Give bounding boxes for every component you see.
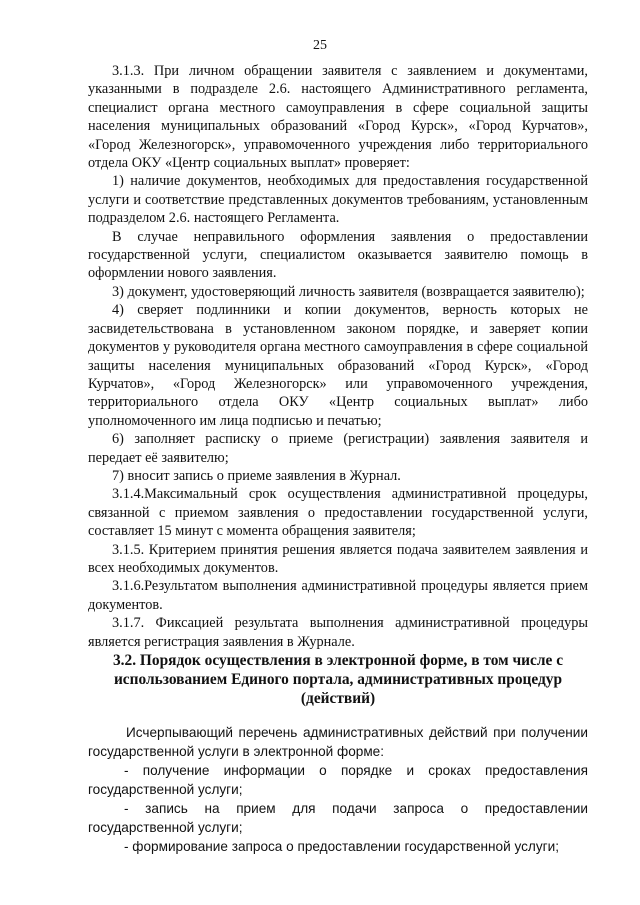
section-list-item: - формирование запроса о предоставлении государственной услуги; [124, 839, 559, 854]
paragraph-3-1-7: 3.1.7. Фиксацией результата выполнения административной процедуры является регистрация заявления в Журнале. [88, 615, 588, 650]
paragraph-item-1: 1) наличие документов, необходимых для предоставления государственной услуги и соответствие представленных документов требованиям, установленным подразделом 2.6. настоящего Регламента. [88, 173, 588, 227]
section-body [88, 723, 588, 856]
paragraph-item-7: 7) вносит запись о приеме заявления в Журнал. [112, 467, 401, 484]
section-intro-paragraph: Исчерпывающий перечень административных действий при получении государственной услуги в электронной форме: [88, 725, 588, 759]
paragraph-3-1-3: 3.1.3. При личном обращении заявителя с заявлением и документами, указанными в подразделе 2.6. настоящего Административного регламента, специалист органа местного самоуправления в сфере социальной защиты населения муниципальных образований «Город Курск», «Город Курчатов», «Город Железногорск», управомоченного учреждения либо территориального отдела ОКУ «Центр социальных выплат» проверяет: [88, 63, 588, 172]
paragraph-item-6: 6) заполняет расписку о приеме (регистрации) заявления заявителя и передает её заявителю; [88, 431, 588, 466]
section-list-item: - получение информации о порядке и сроках предоставления государственной услуги; [88, 763, 588, 797]
document-body [88, 62, 588, 708]
page-number: 25 [313, 38, 327, 53]
paragraph-item-3: 3) документ, удостоверяющий личность заявителя (возвращается заявителю); [112, 283, 585, 300]
paragraph-3-1-6: 3.1.6.Результатом выполнения административной процедуры является прием документов. [88, 578, 588, 613]
paragraph-3-1-5: 3.1.5. Критерием принятия решения является подача заявителем заявления и всех необходимых документов. [88, 541, 588, 576]
section-list-item: - запись на прием для подачи запроса о предоставлении государственной услуги; [88, 801, 588, 835]
paragraph-3-1-4: 3.1.4.Максимальный срок осуществления административной процедуры, связанной с приемом заявления о предоставлении государственной услуги, составляет 15 минут с момента обращения заявителя; [88, 486, 588, 540]
paragraph-item-4: 4) сверяет подлинники и копии документов, верность которых не засвидетельствована в установленном законом порядке, и заверяет копии документов у руководителя органа местного самоуправления в сфере социальной защиты населения муниципальных образований «Город Курск», «Город Курчатов», «Город Железногорск» или управомоченного учреждения, территориального отдела ОКУ «Центр социальных выплат» либо уполномоченного им лица подписью и печатью; [88, 302, 588, 429]
paragraph-incorrect-form: В случае неправильного оформления заявления о предоставлении государственной услуги, специалистом оказывается заявителю помощь в оформлении нового заявления. [88, 228, 588, 282]
section-heading: 3.2. Порядок осуществления в электронной форме, в том числе с использованием Единого портала, административных процедур (действий) [112, 652, 564, 707]
